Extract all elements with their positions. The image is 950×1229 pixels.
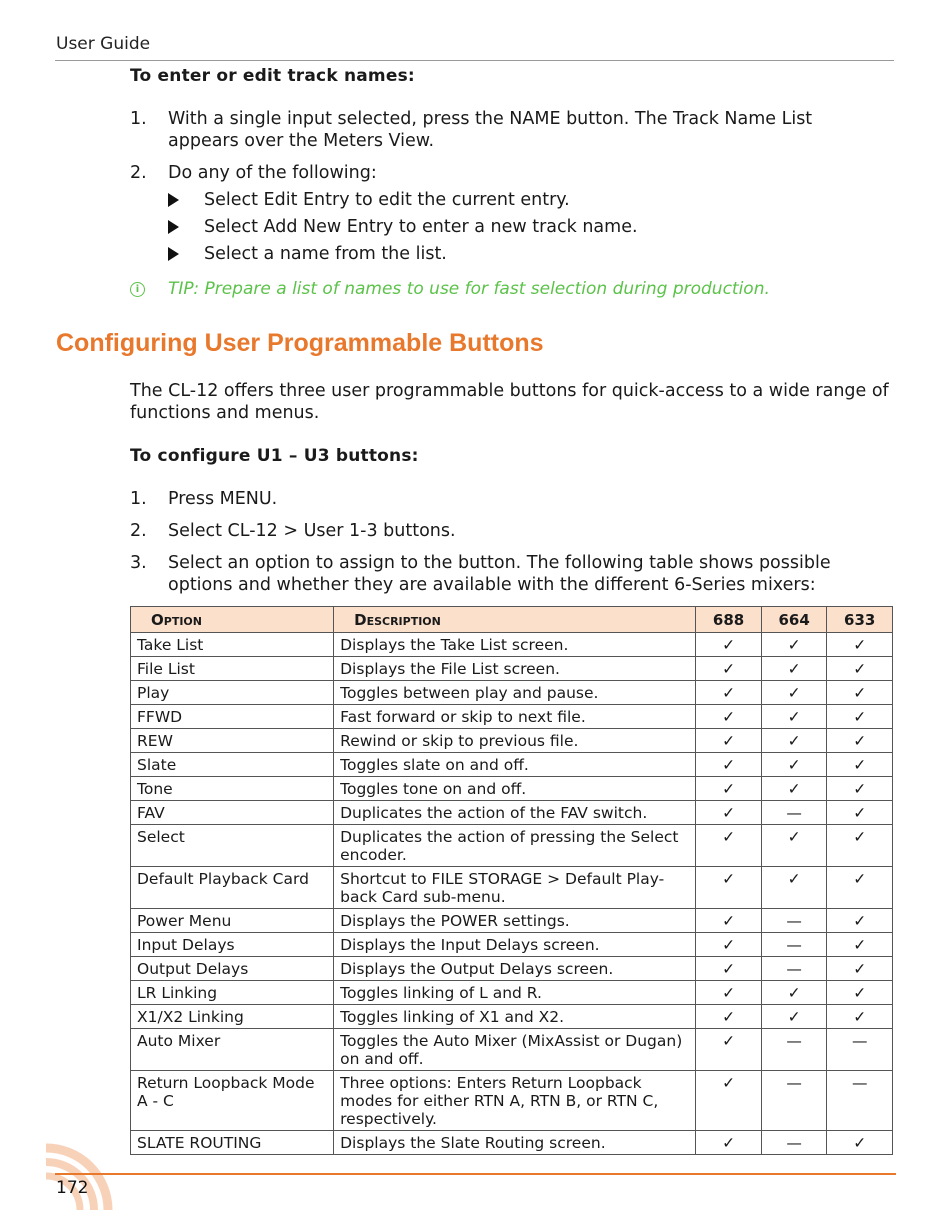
description-cell: Toggles linking of L and R. bbox=[334, 981, 696, 1005]
model-688-cell: ✓ bbox=[696, 633, 762, 657]
model-688-cell: ✓ bbox=[696, 753, 762, 777]
bullet-text: Select a name from the list. bbox=[204, 244, 447, 264]
info-icon: i bbox=[130, 282, 145, 297]
description-cell: Displays the Slate Routing screen. bbox=[334, 1131, 696, 1155]
model-633-cell: ✓ bbox=[827, 753, 893, 777]
model-688-cell: ✓ bbox=[696, 657, 762, 681]
tip-text: TIP: Prepare a list of names to use for fast selection during production. bbox=[168, 279, 770, 299]
model-664-cell: ✓ bbox=[761, 705, 827, 729]
model-633-cell: — bbox=[827, 1029, 893, 1071]
model-688-cell: ✓ bbox=[696, 777, 762, 801]
table-row bbox=[131, 1005, 893, 1029]
option-cell: Auto Mixer bbox=[131, 1029, 334, 1071]
option-cell: FFWD bbox=[131, 705, 334, 729]
configure-step-1 bbox=[130, 488, 880, 510]
table-row bbox=[131, 1071, 893, 1131]
step-text: Do any of the following: bbox=[168, 163, 377, 183]
model-688-cell: ✓ bbox=[696, 1029, 762, 1071]
model-633-cell: ✓ bbox=[827, 633, 893, 657]
header-divider bbox=[55, 60, 894, 61]
model-633-cell: ✓ bbox=[827, 681, 893, 705]
description-cell: Toggles slate on and off. bbox=[334, 753, 696, 777]
model-633-cell: ✓ bbox=[827, 657, 893, 681]
step-text: With a single input selected, press the NAME button. The Track Name List appears over the Meters View. bbox=[168, 109, 813, 151]
section-intro: The CL-12 offers three user programmable buttons for quick-access to a wide range of functions and menus. bbox=[130, 381, 889, 423]
table-row bbox=[131, 1029, 893, 1071]
model-688-cell: ✓ bbox=[696, 825, 762, 867]
table-row bbox=[131, 801, 893, 825]
model-633-cell: — bbox=[827, 1071, 893, 1131]
step-number: 2. bbox=[130, 521, 147, 541]
model-664-cell: ✓ bbox=[761, 1005, 827, 1029]
configure-step-2 bbox=[130, 520, 880, 542]
options-table bbox=[130, 606, 893, 1155]
running-header: User Guide bbox=[56, 34, 151, 54]
model-633-cell: ✓ bbox=[827, 867, 893, 909]
table-body bbox=[131, 633, 893, 1155]
option-cell: Play bbox=[131, 681, 334, 705]
model-633-cell: ✓ bbox=[827, 957, 893, 981]
description-cell: Displays the Take List screen. bbox=[334, 633, 696, 657]
model-633-cell: ✓ bbox=[827, 777, 893, 801]
option-cell: SLATE ROUTING bbox=[131, 1131, 334, 1155]
model-688-cell: ✓ bbox=[696, 1071, 762, 1131]
model-664-cell: — bbox=[761, 933, 827, 957]
description-cell: Toggles linking of X1 and X2. bbox=[334, 1005, 696, 1029]
table-row bbox=[131, 909, 893, 933]
step-text: Select CL-12 > User 1-3 buttons. bbox=[168, 521, 456, 541]
option-cell: Tone bbox=[131, 777, 334, 801]
step-number: 1. bbox=[130, 109, 147, 129]
model-664-cell: — bbox=[761, 957, 827, 981]
description-cell: Shortcut to FILE STORAGE > Default Play-back Card sub-menu. bbox=[334, 867, 696, 909]
bullet-arrow-icon bbox=[168, 193, 179, 207]
model-664-cell: ✓ bbox=[761, 681, 827, 705]
model-664-cell: ✓ bbox=[761, 753, 827, 777]
track-names-heading: To enter or edit track names: bbox=[130, 66, 415, 86]
option-cell: REW bbox=[131, 729, 334, 753]
description-cell: Duplicates the action of pressing the Select encoder. bbox=[334, 825, 696, 867]
model-633-cell: ✓ bbox=[827, 1005, 893, 1029]
description-cell: Displays the POWER settings. bbox=[334, 909, 696, 933]
model-633-cell: ✓ bbox=[827, 729, 893, 753]
model-664-cell: ✓ bbox=[761, 633, 827, 657]
column-header-688: 688 bbox=[696, 607, 762, 633]
description-cell: Displays the File List screen. bbox=[334, 657, 696, 681]
option-cell: Take List bbox=[131, 633, 334, 657]
description-cell: Toggles between play and pause. bbox=[334, 681, 696, 705]
step-text: Select an option to assign to the button. The following table shows possible options and whether they are available with the different 6-Series mixers: bbox=[168, 553, 831, 595]
option-cell: Input Delays bbox=[131, 933, 334, 957]
table-row bbox=[131, 729, 893, 753]
model-688-cell: ✓ bbox=[696, 909, 762, 933]
option-cell: FAV bbox=[131, 801, 334, 825]
description-cell: Displays the Input Delays screen. bbox=[334, 933, 696, 957]
description-cell: Toggles tone on and off. bbox=[334, 777, 696, 801]
model-633-cell: ✓ bbox=[827, 909, 893, 933]
table-row bbox=[131, 867, 893, 909]
description-cell: Duplicates the action of the FAV switch. bbox=[334, 801, 696, 825]
step-number: 3. bbox=[130, 553, 147, 573]
step-number: 2. bbox=[130, 163, 147, 183]
model-664-cell: — bbox=[761, 1029, 827, 1071]
model-633-cell: ✓ bbox=[827, 705, 893, 729]
option-cell: File List bbox=[131, 657, 334, 681]
table-row bbox=[131, 657, 893, 681]
model-688-cell: ✓ bbox=[696, 801, 762, 825]
description-cell: Toggles the Auto Mixer (MixAssist or Dugan) on and off. bbox=[334, 1029, 696, 1071]
footer-divider bbox=[55, 1173, 896, 1175]
model-664-cell: ✓ bbox=[761, 825, 827, 867]
column-header-description: Description bbox=[334, 607, 696, 633]
model-664-cell: — bbox=[761, 1131, 827, 1155]
option-cell: X1/X2 Linking bbox=[131, 1005, 334, 1029]
model-688-cell: ✓ bbox=[696, 705, 762, 729]
bullet-text: Select Edit Entry to edit the current entry. bbox=[204, 190, 570, 210]
model-664-cell: ✓ bbox=[761, 657, 827, 681]
table-row bbox=[131, 825, 893, 867]
table-row bbox=[131, 981, 893, 1005]
description-cell: Rewind or skip to previous file. bbox=[334, 729, 696, 753]
column-header-633: 633 bbox=[827, 607, 893, 633]
table-header-row bbox=[131, 607, 893, 633]
model-688-cell: ✓ bbox=[696, 1131, 762, 1155]
model-633-cell: ✓ bbox=[827, 981, 893, 1005]
model-633-cell: ✓ bbox=[827, 1131, 893, 1155]
step-number: 1. bbox=[130, 489, 147, 509]
model-633-cell: ✓ bbox=[827, 933, 893, 957]
model-664-cell: — bbox=[761, 801, 827, 825]
model-664-cell: ✓ bbox=[761, 729, 827, 753]
table-row bbox=[131, 633, 893, 657]
option-cell: Slate bbox=[131, 753, 334, 777]
model-688-cell: ✓ bbox=[696, 1005, 762, 1029]
bullet-arrow-icon bbox=[168, 247, 179, 261]
table-row bbox=[131, 705, 893, 729]
model-664-cell: — bbox=[761, 909, 827, 933]
page-number: 172 bbox=[56, 1178, 89, 1198]
option-cell: Power Menu bbox=[131, 909, 334, 933]
bullet-arrow-icon bbox=[168, 220, 179, 234]
section-title: Configuring User Programmable Buttons bbox=[56, 329, 544, 357]
table-row bbox=[131, 777, 893, 801]
configure-step-3 bbox=[130, 552, 880, 596]
table-row bbox=[131, 957, 893, 981]
description-cell: Fast forward or skip to next file. bbox=[334, 705, 696, 729]
option-cell: Select bbox=[131, 825, 334, 867]
table-row bbox=[131, 933, 893, 957]
table-row bbox=[131, 681, 893, 705]
model-688-cell: ✓ bbox=[696, 981, 762, 1005]
table-row bbox=[131, 753, 893, 777]
model-688-cell: ✓ bbox=[696, 957, 762, 981]
model-688-cell: ✓ bbox=[696, 867, 762, 909]
step-text: Press MENU. bbox=[168, 489, 278, 509]
column-header-option: Option bbox=[131, 607, 334, 633]
description-cell: Displays the Output Delays screen. bbox=[334, 957, 696, 981]
model-664-cell: — bbox=[761, 1071, 827, 1131]
configure-heading: To configure U1 – U3 buttons: bbox=[130, 446, 419, 466]
column-header-664: 664 bbox=[761, 607, 827, 633]
model-664-cell: ✓ bbox=[761, 777, 827, 801]
model-664-cell: ✓ bbox=[761, 867, 827, 909]
option-cell: LR Linking bbox=[131, 981, 334, 1005]
description-cell: Three options: Enters Return Loopback modes for either RTN A, RTN B, or RTN C, respectively. bbox=[334, 1071, 696, 1131]
model-688-cell: ✓ bbox=[696, 681, 762, 705]
track-step-1 bbox=[130, 108, 880, 152]
option-cell: Default Playback Card bbox=[131, 867, 334, 909]
model-664-cell: ✓ bbox=[761, 981, 827, 1005]
track-step-2 bbox=[130, 162, 880, 184]
model-633-cell: ✓ bbox=[827, 825, 893, 867]
bullet-text: Select Add New Entry to enter a new track name. bbox=[204, 217, 638, 237]
table-row bbox=[131, 1131, 893, 1155]
model-688-cell: ✓ bbox=[696, 933, 762, 957]
model-633-cell: ✓ bbox=[827, 801, 893, 825]
option-cell: Return Loopback Mode A - C bbox=[131, 1071, 334, 1131]
option-cell: Output Delays bbox=[131, 957, 334, 981]
model-688-cell: ✓ bbox=[696, 729, 762, 753]
